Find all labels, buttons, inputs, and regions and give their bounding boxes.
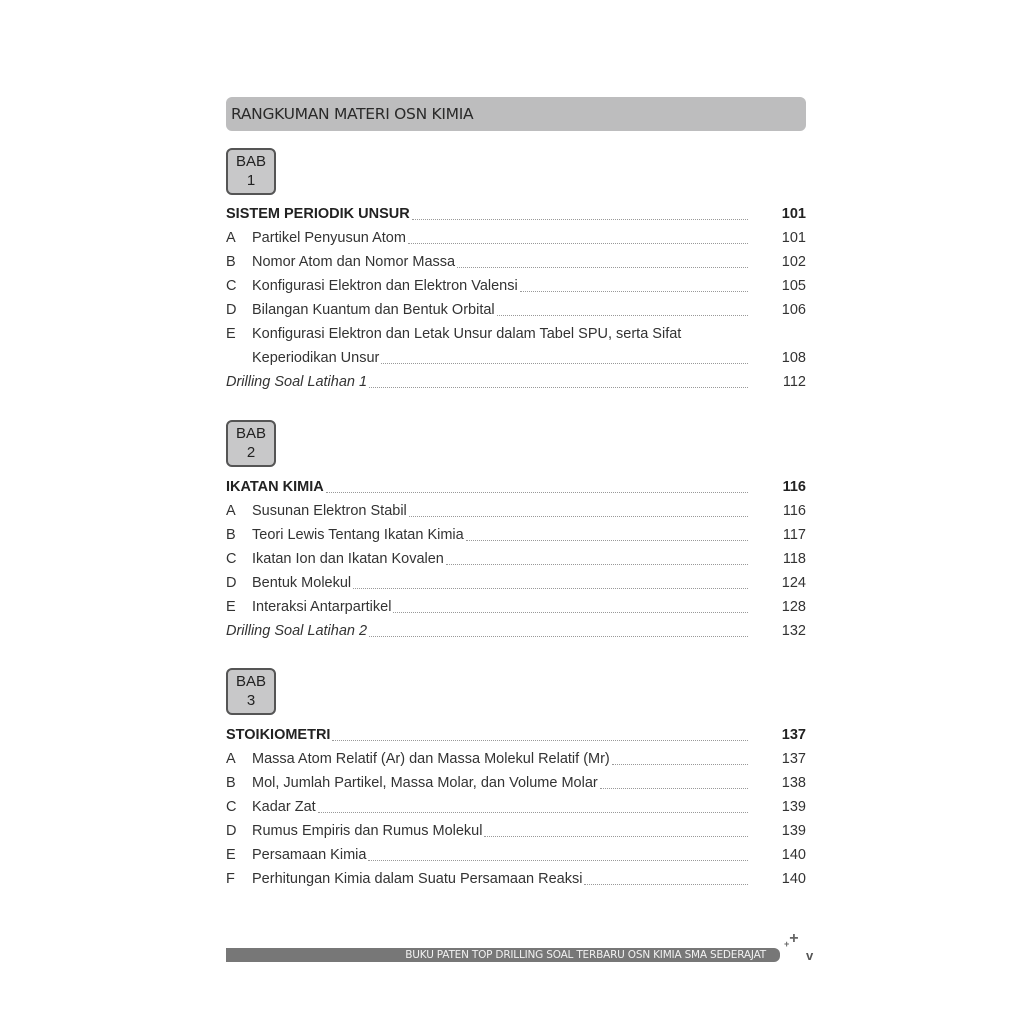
page-number: 102 [781,254,806,270]
dot-leader [520,290,748,292]
page-number: 116 [782,503,806,519]
item-text: Perhitungan Kimia dalam Suatu Persamaan Reaksi [252,871,583,887]
item-text: Mol, Jumlah Partikel, Massa Molar, dan Volume Molar [252,775,598,791]
chapter-2-list [226,475,806,643]
dot-leader [408,242,748,244]
chapter-3-list [226,723,806,891]
drilling-row[interactable] [226,370,806,394]
item-letter: A [226,751,236,767]
item-text: Teori Lewis Tentang Ikatan Kimia [252,527,464,543]
toc-row[interactable] [226,523,806,547]
item-text: Bilangan Kuantum dan Bentuk Orbital [252,302,495,318]
dot-leader [369,386,748,388]
bab-label: BAB [235,425,266,442]
toc-row[interactable] [226,322,806,346]
item-text: Susunan Elektron Stabil [252,503,407,519]
chapter-title: SISTEM PERIODIK UNSUR [226,206,410,222]
page-number: 137 [781,727,806,743]
page-number: 139 [781,823,806,839]
page-number: 117 [782,527,806,543]
toc-row[interactable] [226,819,806,843]
page-number: 108 [781,350,806,366]
dot-leader [318,811,748,813]
page-number: 112 [782,374,806,390]
page-number: 106 [781,302,806,318]
spacer [683,339,748,340]
toc-row[interactable] [226,771,806,795]
item-letter: E [226,326,236,342]
toc-row[interactable] [226,499,806,523]
bab-number: 1 [246,172,256,189]
toc-row[interactable] [226,547,806,571]
sparkle-plus-icon: $_+$+ [784,930,799,949]
item-letter: C [226,551,237,567]
chapter-title-row[interactable] [226,202,806,226]
footer-bar [226,948,780,962]
dot-leader [600,787,748,789]
page-number: 128 [781,599,806,615]
chapter-title-row[interactable] [226,723,806,747]
item-letter: D [226,575,237,591]
item-text: Persamaan Kimia [252,847,367,863]
item-text: Ikatan Ion dan Ikatan Kovalen [252,551,444,567]
page-number: 138 [781,775,806,791]
page-number: 124 [781,575,806,591]
item-text: Interaksi Antarpartikel [252,599,392,615]
drilling-text: Drilling Soal Latihan 1 [226,374,368,390]
drilling-row[interactable] [226,619,806,643]
chapter-title: STOIKIOMETRI [226,727,331,743]
item-text: Nomor Atom dan Nomor Massa [252,254,456,270]
toc-row[interactable] [226,795,806,819]
page-number: 140 [781,847,806,863]
chapter-badge-3 [226,668,276,715]
page-number: 101 [781,230,806,246]
bab-number: 2 [246,444,256,461]
toc-row[interactable] [226,226,806,250]
dot-leader [497,314,748,316]
dot-leader [457,266,748,268]
item-letter: E [226,847,236,863]
toc-row[interactable] [226,571,806,595]
item-letter: D [226,302,237,318]
item-letter: E [226,599,236,615]
page-number: 105 [781,278,806,294]
bab-label: BAB [235,673,266,690]
chapter-badge-1 [226,148,276,195]
chapter-1-list [226,202,806,394]
bab-number: 3 [246,692,256,709]
item-letter: B [226,527,236,543]
item-letter: B [226,775,236,791]
dot-leader [326,491,748,493]
toc-row[interactable] [226,274,806,298]
dot-leader [368,859,748,861]
dot-leader [409,515,748,517]
toc-row-continued[interactable] [226,346,806,370]
bab-label: BAB [235,153,266,170]
item-text: Massa Atom Relatif (Ar) dan Massa Molekul Relatif (Mr) [252,751,610,767]
page-number: 118 [782,551,806,567]
item-text: Kadar Zat [252,799,316,815]
toc-row[interactable] [226,747,806,771]
item-letter: D [226,823,237,839]
toc-row[interactable] [226,843,806,867]
item-text: Konfigurasi Elektron dan Elektron Valensi [252,278,518,294]
dot-leader [484,835,748,837]
item-text: Bentuk Molekul [252,575,352,591]
chapter-badge-2 [226,420,276,467]
toc-row[interactable] [226,867,806,891]
dot-leader [381,362,748,364]
item-letter: C [226,278,237,294]
dot-leader [369,635,748,637]
item-letter: C [226,799,237,815]
item-text: Rumus Empiris dan Rumus Molekul [252,823,483,839]
page-number: 137 [781,751,806,767]
toc-row[interactable] [226,595,806,619]
chapter-title-row[interactable] [226,475,806,499]
section-title: RANGKUMAN MATERI OSN KIMIA [231,105,474,123]
item-letter: F [226,871,235,887]
item-text: Konfigurasi Elektron dan Letak Unsur dalam Tabel SPU, serta Sifat [252,326,682,342]
item-letter: A [226,230,236,246]
page-number: 140 [781,871,806,887]
dot-leader [353,587,748,589]
section-header [226,97,806,131]
book-title: BUKU PATEN TOP DRILLING SOAL TERBARU OSN KIMIA SMA SEDERAJAT [405,949,766,961]
chapter-title: IKATAN KIMIA [226,479,324,495]
item-letter: A [226,503,236,519]
item-letter: B [226,254,236,270]
page-number-footer: v [806,948,814,963]
drilling-text: Drilling Soal Latihan 2 [226,623,368,639]
toc-row[interactable] [226,250,806,274]
toc-row[interactable] [226,298,806,322]
dot-leader [332,739,748,741]
dot-leader [446,563,748,565]
page-number: 139 [781,799,806,815]
item-text: Partikel Penyusun Atom [252,230,406,246]
page-number: 101 [781,206,806,222]
dot-leader [584,883,748,885]
item-text: Keperiodikan Unsur [252,350,380,366]
page-number: 132 [781,623,806,639]
dot-leader [412,218,748,220]
dot-leader [612,763,748,765]
dot-leader [393,611,748,613]
dot-leader [466,539,748,541]
page-number: 116 [782,479,806,495]
